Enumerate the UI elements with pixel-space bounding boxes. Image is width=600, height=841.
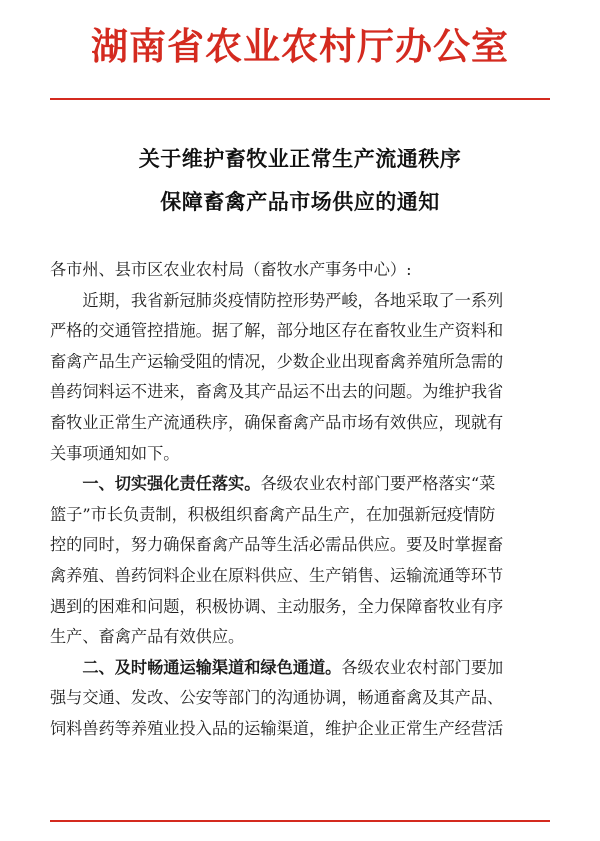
- document-body: [50, 255, 550, 745]
- salutation: 各市州、县市区农业农村局（畜牧水产事务中心）:: [50, 260, 412, 279]
- paragraph-line: 遇到的困难和问题，积极协调、主动服务，全力保障畜牧业有序: [50, 596, 504, 616]
- letterhead-divider: [50, 98, 550, 100]
- paragraph-line: 畜禽产品生产运输受阻的情况，少数企业出现畜禽养殖所急需的: [50, 351, 504, 371]
- paragraph-line: 严格的交通管控措施。据了解，部分地区存在畜牧业生产资料和: [50, 321, 504, 341]
- section-1-first-line: [50, 469, 550, 500]
- section-2-text: 各级农业农村部门要加: [341, 657, 504, 677]
- document-title: [0, 138, 600, 224]
- paragraph-line: 禽养殖、兽药饲料企业在原料供应、生产销售、运输流通等环节: [50, 565, 504, 585]
- page-bottom-divider: [50, 820, 550, 822]
- paragraph-line: 控的同时，努力确保畜禽产品等生活必需品供应。要及时掌握畜: [50, 535, 504, 555]
- letterhead-title: 湖南省农业农村厅办公室: [91, 24, 509, 68]
- section-2-heading: 二、及时畅通运输渠道和绿色通道。: [82, 657, 342, 677]
- document-title-line: 保障畜禽产品市场供应的通知: [160, 190, 440, 214]
- section-1-heading: 一、切实强化责任落实。: [82, 474, 261, 494]
- document-title-line: 关于维护畜牧业正常生产流通秩序: [138, 147, 462, 171]
- paragraph-line: 篮子”市长负责制，积极组织畜禽产品生产，在加强新冠疫情防: [50, 504, 496, 524]
- paragraph-line: 兽药饲料运不进来，畜禽及其产品运不出去的问题。为维护我省: [50, 382, 504, 402]
- paragraph-line: 强与交通、发改、公安等部门的沟通协调，畅通畜禽及其产品、: [50, 688, 504, 708]
- section-1-text: 各级农业农村部门要严格落实“菜: [260, 474, 496, 494]
- paragraph-line: 饲料兽药等养殖业投入品的运输渠道，维护企业正常生产经营活: [50, 718, 504, 738]
- paragraph-line: 生产、畜禽产品有效供应。: [50, 627, 245, 647]
- section-2-first-line: [50, 653, 550, 684]
- paragraph-line: 近期，我省新冠肺炎疫情防控形势严峻，各地采取了一系列: [50, 290, 504, 310]
- paragraph-line: 畜牧业正常生产流通秩序，确保畜禽产品市场有效供应，现就有: [50, 412, 504, 432]
- paragraph-line: 关事项通知如下。: [50, 443, 180, 463]
